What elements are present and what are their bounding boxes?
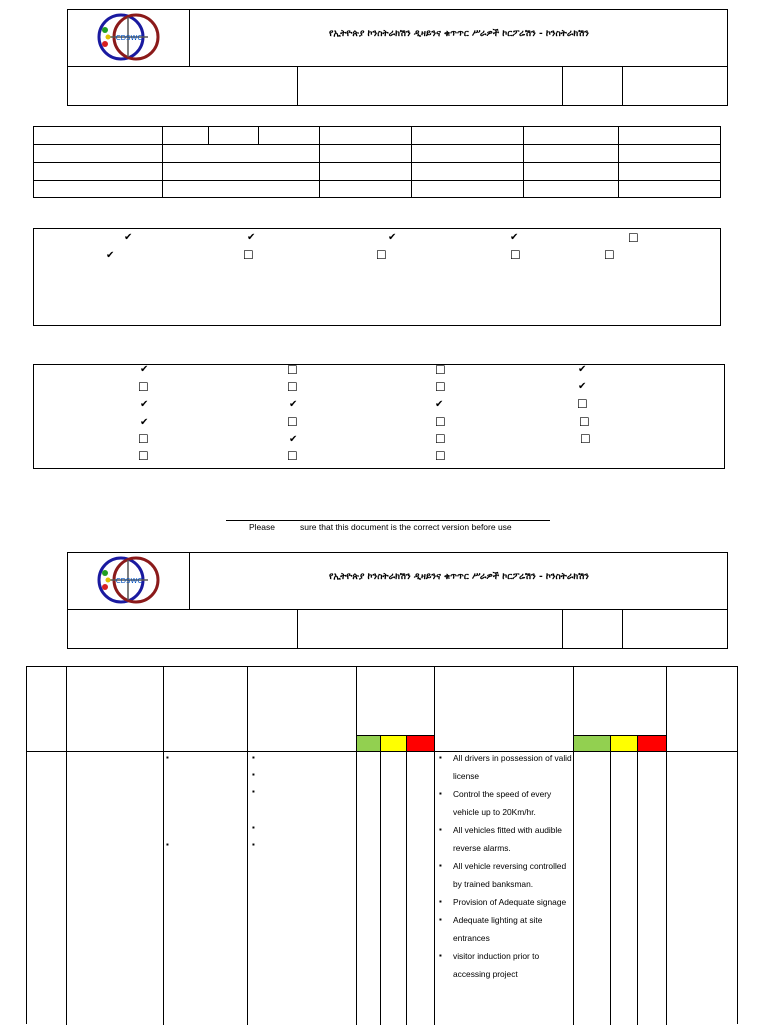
footer-note: sure that this document is the correct version before use — [300, 522, 512, 532]
header-cell-2 — [562, 66, 563, 106]
bullet-mark: ▪ — [252, 840, 255, 849]
header-cell-3 — [622, 66, 623, 106]
svg-text:CDSWC: CDSWC — [115, 577, 143, 585]
checkbox[interactable]: ☐ — [435, 449, 446, 463]
checkbox-group-2 — [33, 364, 725, 469]
checkbox[interactable]: ✔ — [578, 364, 587, 375]
checkbox[interactable]: ✔ — [247, 232, 256, 243]
residual-red — [638, 736, 666, 751]
bullet-mark: ▪ — [252, 770, 255, 779]
checkbox[interactable]: ☐ — [138, 432, 149, 446]
checkbox[interactable]: ✔ — [388, 232, 397, 243]
header-block-2 — [67, 552, 728, 649]
control-item: ▪ Provision of Adequate signage — [437, 893, 573, 911]
checkbox[interactable]: ☐ — [435, 415, 446, 429]
page-title: የኢትዮጵያ ኮንስትራክሽን ዲዛይንና ቁጥጥር ሥራዎች ኮርፖሬሽን - ኮንስትራክሽን — [329, 29, 589, 39]
checkbox[interactable]: ✔ — [510, 232, 519, 243]
header-divider — [68, 66, 728, 67]
rating-red — [407, 736, 434, 751]
checkbox[interactable]: ☐ — [628, 231, 639, 245]
logo — [68, 10, 190, 66]
checkbox[interactable]: ☐ — [287, 380, 298, 394]
checkbox[interactable]: ☐ — [579, 415, 590, 429]
header-block — [67, 9, 728, 106]
checkbox[interactable]: ☐ — [243, 248, 254, 262]
checkbox[interactable]: ✔ — [289, 399, 298, 410]
logo-icon — [68, 10, 190, 66]
control-measures-list — [437, 749, 573, 983]
checkbox[interactable]: ☐ — [287, 363, 298, 377]
checkbox[interactable]: ☐ — [376, 248, 387, 262]
footer-rule — [226, 520, 550, 521]
checkbox[interactable]: ☐ — [510, 248, 521, 262]
checkbox[interactable]: ☐ — [435, 380, 446, 394]
checkbox[interactable]: ☐ — [435, 432, 446, 446]
bullet-mark: ▪ — [166, 840, 169, 849]
checkbox[interactable]: ✔ — [578, 381, 587, 392]
risk-table — [26, 666, 738, 1024]
bullet-mark: ▪ — [252, 787, 255, 796]
checkbox[interactable]: ☐ — [138, 449, 149, 463]
page-title-2: የኢትዮጵያ ኮንስትራክሽን ዲዛይንና ቁጥጥር ሥራዎች ኮርፖሬሽን - ኮንስትራክሽን — [329, 572, 589, 582]
svg-text:CDSWC: CDSWC — [115, 34, 143, 42]
footer-please: Please — [249, 522, 275, 532]
checkbox[interactable]: ✔ — [140, 417, 149, 428]
control-item: ▪ All drivers in possession of valid license — [437, 749, 573, 785]
checkbox[interactable]: ☐ — [577, 397, 588, 411]
control-item: ▪ All vehicles fitted with audible reverse alarms. — [437, 821, 573, 857]
bullet-mark: ▪ — [252, 753, 255, 762]
checkbox[interactable]: ✔ — [435, 399, 444, 410]
checkbox[interactable]: ✔ — [140, 364, 149, 375]
checkbox[interactable]: ☐ — [604, 248, 615, 262]
checkbox[interactable]: ☐ — [287, 449, 298, 463]
bullet-mark: ▪ — [166, 753, 169, 762]
checkbox[interactable]: ☐ — [138, 380, 149, 394]
control-item: ▪ visitor induction prior to accessing project — [437, 947, 573, 983]
checkbox-group-1 — [33, 228, 721, 326]
checkbox[interactable]: ☐ — [580, 432, 591, 446]
checkbox[interactable]: ✔ — [124, 232, 133, 243]
logo — [68, 553, 190, 609]
info-table — [33, 126, 721, 198]
logo-icon — [68, 553, 190, 609]
residual-yellow — [611, 736, 637, 751]
checkbox[interactable]: ✔ — [106, 250, 115, 261]
control-item: ▪ All vehicle reversing controlled by trained banksman. — [437, 857, 573, 893]
bullet-mark: ▪ — [252, 823, 255, 832]
control-item: ▪ Control the speed of every vehicle up to 20Km/hr. — [437, 785, 573, 821]
rating-green — [357, 736, 380, 751]
residual-green — [574, 736, 610, 751]
checkbox[interactable]: ✔ — [289, 434, 298, 445]
checkbox[interactable]: ☐ — [287, 415, 298, 429]
rating-yellow — [381, 736, 406, 751]
header-cell-1 — [297, 66, 298, 106]
checkbox[interactable]: ☐ — [435, 363, 446, 377]
control-item: ▪ Adequate lighting at site entrances — [437, 911, 573, 947]
checkbox[interactable]: ✔ — [140, 399, 149, 410]
